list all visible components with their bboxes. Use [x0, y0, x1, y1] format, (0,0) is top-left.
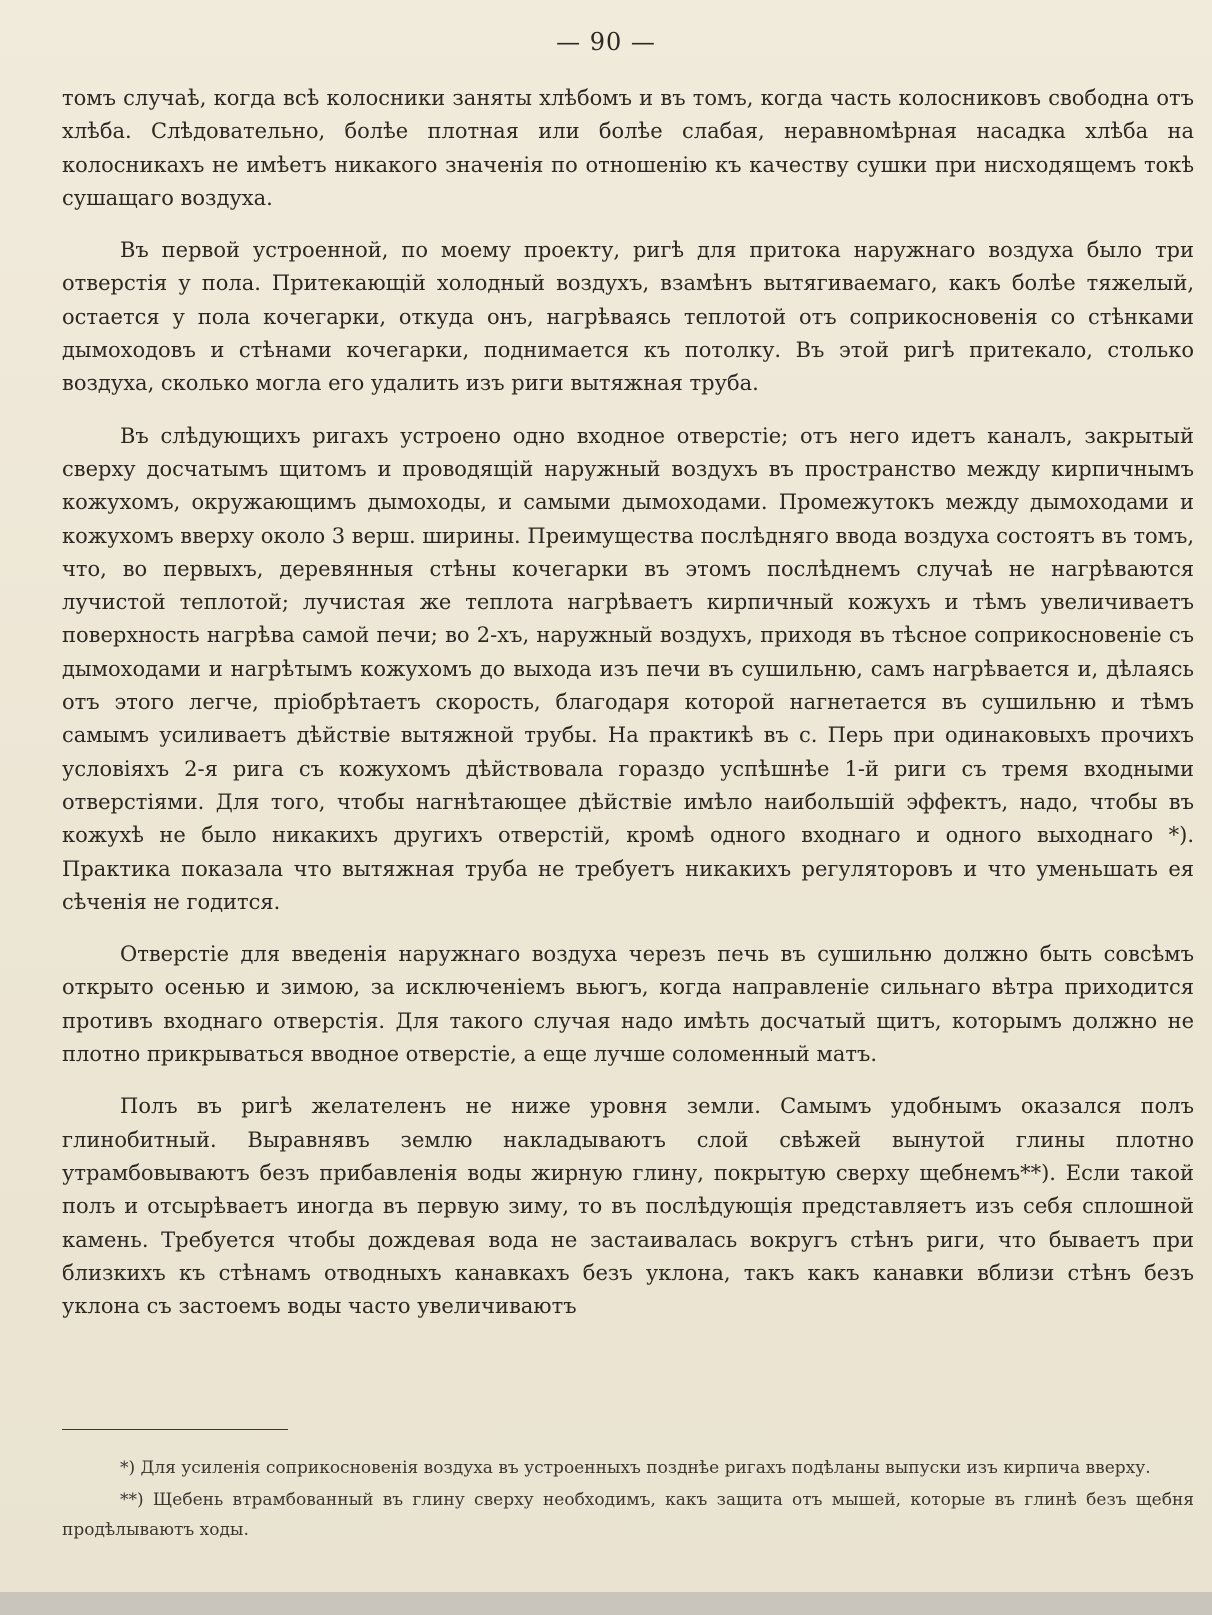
scan-bottom-edge [0, 1592, 1212, 1615]
paragraph: Въ первой устроенной, по моему проекту, ригѣ для притока наружнаго воздуха было три отверстія у пола. Притекающій холодный воздухъ, взамѣнъ вытягиваемаго, какъ болѣе тяжелый, остается у пола кочегарки, откуда онъ, нагрѣваясь теплотой отъ соприкосновенія со стѣнками дымоходовъ и стѣнами кочегарки, поднимается къ потолку. Въ этой ригѣ притекало, столько воздуха, сколько могла его удалить изъ риги вытяжная труба. [62, 238, 1194, 396]
paragraph: Отверстіе для введенія наружнаго воздуха черезъ печь въ сушильню должно быть совсѣмъ открыто осенью и зимою, за исключеніемъ вьюгъ, когда направленіе сильнаго вѣтра приходится противъ входнаго отверстія. Для такого случая надо имѣть досчатый щитъ, которымъ должно не плотно прикрываться вводное отверстіе, а еще лучше соломенный матъ. [62, 942, 1194, 1067]
footnotes [62, 1453, 1194, 1545]
body-text [62, 82, 1194, 1342]
paragraph: Полъ въ ригѣ желателенъ не ниже уровня земли. Самымъ удобнымъ оказался полъ глинобитный. Выравнявъ землю накладываютъ слой свѣжей вынутой глины плотно утрамбовываютъ безъ прибавленія воды жирную глину, покрытую сверху щебнемъ**). Если такой полъ и отсырѣваетъ иногда въ первую зиму, то въ послѣдующія представляетъ изъ себя сплошной камень. Требуется чтобы дождевая вода не застаивалась вокругъ стѣнъ риги, что бываетъ при близкихъ къ стѣнамъ отводныхъ канавкахъ безъ уклона, такъ какъ канавки вблизи стѣнъ безъ уклона съ застоемъ воды часто увеличиваютъ [62, 1094, 1194, 1319]
footnote-separator [62, 1429, 288, 1430]
paragraph: Въ слѣдующихъ ригахъ устроено одно входное отверстіе; отъ него идетъ каналъ, закрытый сверху досчатымъ щитомъ и проводящій наружный воздухъ въ пространство между кирпичнымъ кожухомъ, окружающимъ дымоходы, и самыми дымоходами. Промежутокъ между дымоходами и кожухомъ вверху около 3 верш. ширины. Преимущества послѣдняго ввода воздуха состоятъ въ томъ, что, во первыхъ, деревянныя стѣны кочегарки въ этомъ послѣднемъ случаѣ не нагрѣваются лучистой теплотой; лучистая же теплота нагрѣваетъ кирпичный кожухъ и тѣмъ увеличиваетъ поверхность нагрѣва самой печи; во 2-хъ, наружный воздухъ, приходя въ тѣсное соприкосновеніе съ дымоходами и нагрѣтымъ кожухомъ до выхода изъ печи въ сушильню, самъ нагрѣвается и, дѣлаясь отъ этого легче, пріобрѣтаетъ скорость, благодаря которой нагнетается въ сушильню и тѣмъ самымъ усиливаетъ дѣйствіе вытяжной трубы. На практикѣ въ с. Перь при одинаковыхъ прочихъ условіяхъ 2-я рига съ кожухомъ дѣйствовала гораздо успѣшнѣе 1-й риги съ тремя входными отверстіями. Для того, чтобы нагнѣтающее дѣйствіе имѣло наибольшій эффектъ, надо, чтобы въ кожухѣ не было никакихъ другихъ отверстій, кромѣ одного входнаго и одного выходнаго *). Практика показала что вытяжная труба не требуетъ никакихъ регуляторовъ и что уменьшать ея сѣченія не годится. [62, 423, 1194, 914]
footnote: *) Для усиленія соприкосновенія воздуха въ устроенныхъ позднѣе ригахъ подѣланы выпуски изъ кирпича вверху. [120, 1458, 1151, 1478]
paragraph-continued: томъ случаѣ, когда всѣ колосники заняты хлѣбомъ и въ томъ, когда часть колосниковъ свободна отъ хлѣба. Слѣдовательно, болѣе плотная или болѣе слабая, неравномѣрная насадка хлѣба на колосникахъ не имѣетъ никакого значенія по отношенію къ качеству сушки при нисходящемъ токѣ сушащаго воздуха. [62, 86, 1194, 210]
footnote: **) Щебень втрамбованный въ глину сверху необходимъ, какъ защита отъ мышей, которые въ глинѣ безъ щебня продѣлываютъ ходы. [62, 1490, 1194, 1540]
page-number: — 90 — [556, 28, 656, 56]
